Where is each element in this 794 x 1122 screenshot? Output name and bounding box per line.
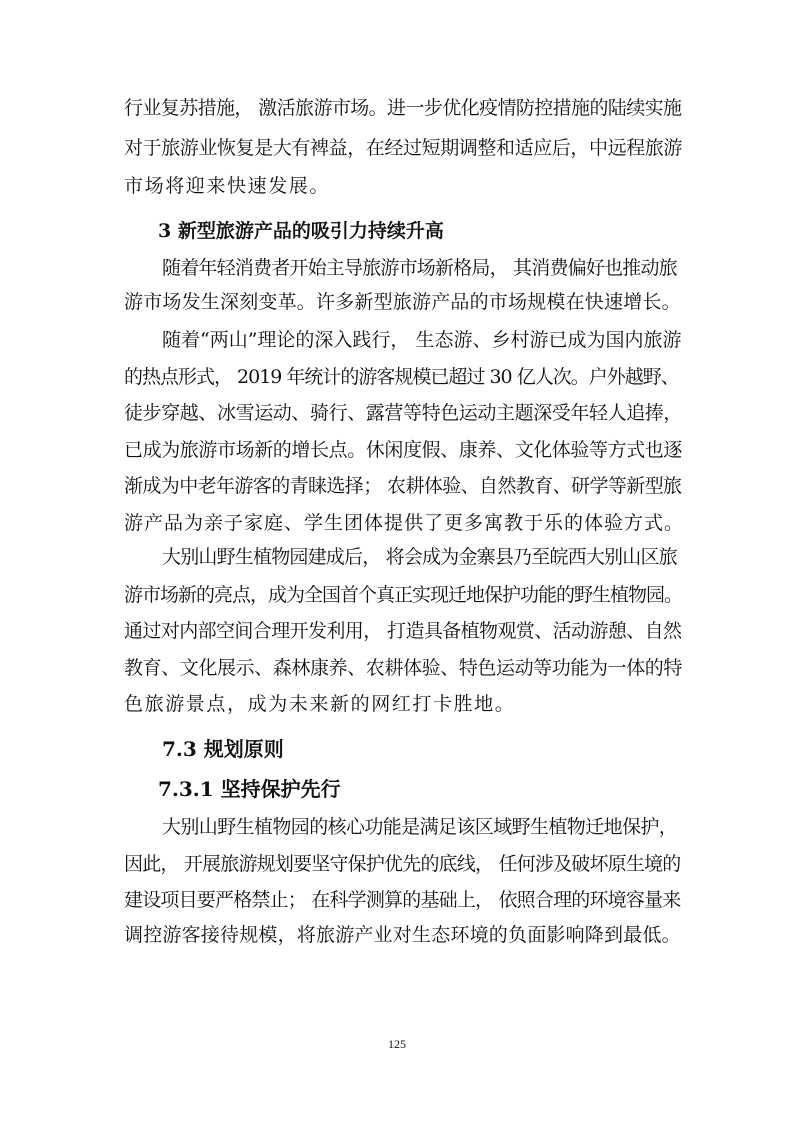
s3-p3-line-5: 色旅游景点，成为未来新的网红打卡胜地。: [124, 693, 516, 715]
s3-p2-line-1: 随着“两山”理论的深入践行， 生态游、乡村游已成为国内旅游: [162, 329, 682, 351]
s3-p1-line-2: 游市场发生深刻变革。许多新型旅游产品的市场规模在快速增长。: [124, 291, 681, 313]
s731-p1-line-2: 因此， 开展旅游规划要坚守保护优先的底线， 任何涉及破坏原生境的: [124, 853, 681, 875]
s3-p1-line-1: 随着年轻消费者开始主导旅游市场新格局， 其消费偏好也推动旅: [162, 257, 677, 279]
s3-p2-line-2: 的热点形式， 2019 年统计的游客规模已超过 30 亿人次。户外越野、: [124, 366, 679, 388]
s3-p2-line-5: 渐成为中老年游客的青睐选择； 农耕体验、自然教育、研学等新型旅: [124, 475, 682, 497]
s3-p3-line-1: 大别山野生植物园建成后， 将会成为金寨县乃至皖西大别山区旅: [162, 546, 677, 568]
intro-line-2: 对于旅游业恢复是大有裨益，在经过短期调整和适应后，中远程旅游: [124, 137, 683, 159]
section-heading-3: 3 新型旅游产品的吸引力持续升高: [158, 220, 444, 242]
intro-line-1: 行业复苏措施， 激活旅游市场。进一步优化疫情防控措施的陆续实施: [124, 97, 682, 119]
s3-p2-line-4: 已成为旅游市场新的增长点。休闲度假、康养、文化体验等方式也逐: [124, 439, 683, 461]
s731-p1-line-4: 调控游客接待规模，将旅游产业对生态环境的负面影响降到最低。: [124, 924, 681, 946]
s731-p1-line-1: 大别山野生植物园的核心功能是满足该区域野生植物迁地保护，: [162, 816, 678, 838]
s731-p1-line-3: 建设项目要严格禁止； 在科学测算的基础上， 依照合理的环境容量来: [124, 889, 681, 911]
section-heading-7-3: 7.3 规划原则: [162, 737, 284, 761]
page-number: 125: [388, 1037, 406, 1051]
s3-p2-line-6: 游产品为亲子家庭、学生团体提供了更多寓教于乐的体验方式。: [124, 512, 685, 534]
intro-line-3: 市场将迎来快速发展。: [124, 175, 331, 197]
s3-p3-line-3: 通过对内部空间合理开发利用， 打造具备植物观赏、活动游憩、自然: [124, 620, 682, 642]
section-heading-7-3-1: 7.3.1 坚持保护先行: [158, 777, 341, 801]
s3-p2-line-3: 徒步穿越、冰雪运动、骑行、露营等特色运动主题深受年轻人追捧，: [124, 402, 683, 424]
s3-p3-line-2: 游市场新的亮点，成为全国首个真正实现迁地保护功能的野生植物园。: [124, 584, 683, 606]
s3-p3-line-4: 教育、文化展示、森林康养、农耕体验、特色运动等功能为一体的特: [124, 657, 683, 679]
